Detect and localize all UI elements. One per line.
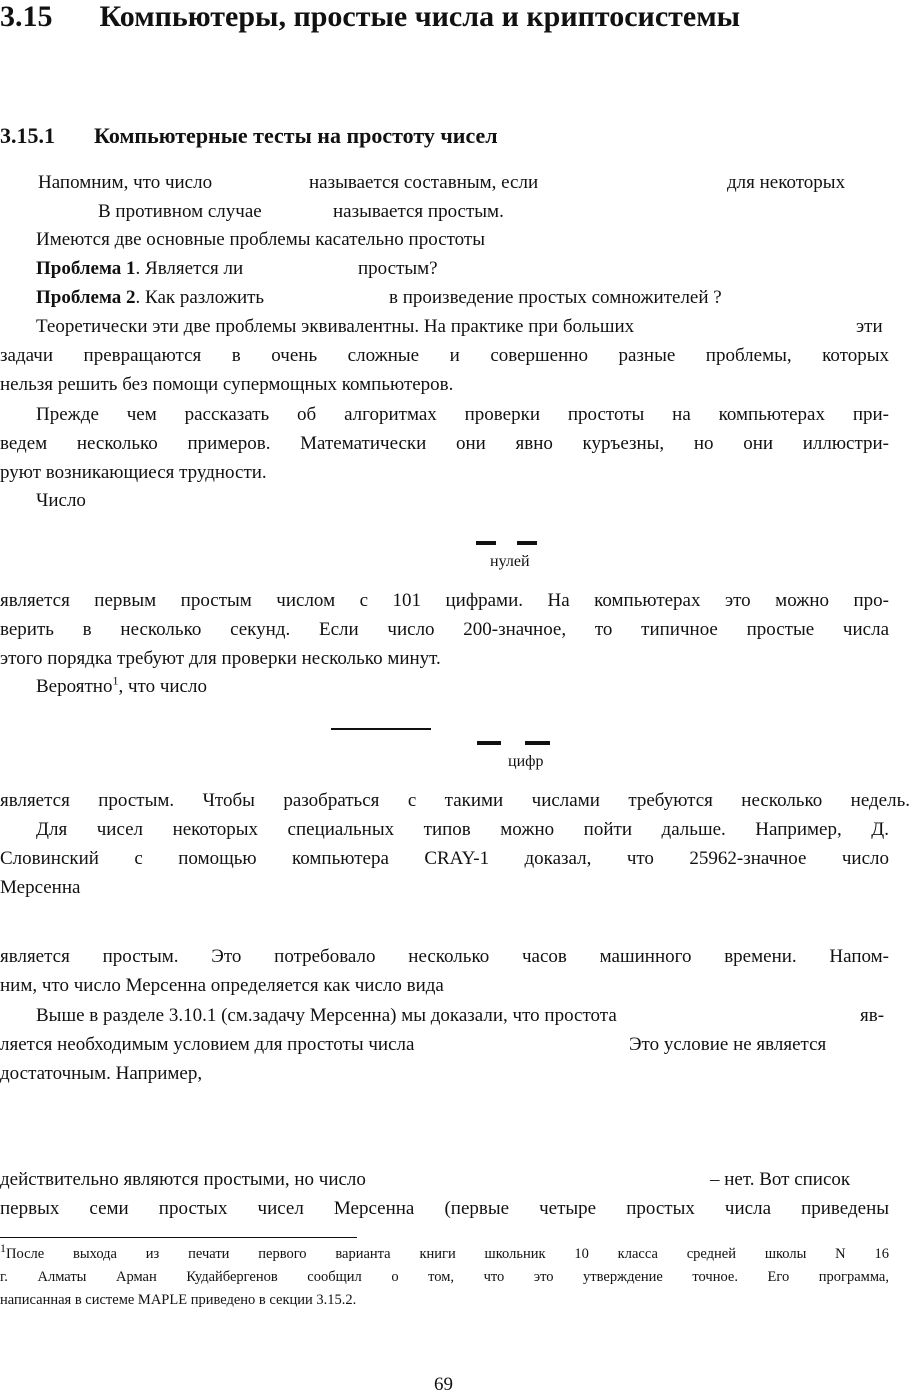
formula-overbrace-mark <box>517 541 537 545</box>
text-line: ведем несколько примеров. Математически они явно куръезны, но они иллюстри- <box>0 433 889 454</box>
text-line: . Как разложить <box>135 287 265 308</box>
page-number: 69 <box>434 1374 453 1395</box>
text-line: эти <box>856 316 883 337</box>
formula-overbrace-mark <box>476 541 496 545</box>
text-line: в произведение простых сомножителей ? <box>389 287 722 308</box>
formula-fraction-bar <box>331 728 431 730</box>
text-line: Прежде чем рассказать об алгоритмах проверки простоты на компьютерах при- <box>36 404 889 425</box>
text-line: для некоторых <box>727 172 846 193</box>
text-fragment: Вероятно <box>36 676 113 697</box>
footnote-line: г. Алматы Арман Кудайбергенов сообщил о том, что это утверждение точное. Его программа, <box>0 1269 889 1285</box>
text-line: нельзя решить без помощи супермощных компьютеров. <box>0 374 454 395</box>
subsection-heading <box>0 124 498 148</box>
text-line: ним, что число Мерсенна определяется как число вида <box>0 975 444 996</box>
text-line: Имеются две основные проблемы касательно простоты <box>36 229 485 250</box>
section-number: 3.15 <box>0 0 53 33</box>
problem-2 <box>36 287 264 309</box>
section-title: Компьютеры, простые числа и криптосистемы <box>99 0 741 33</box>
formula-label: нулей <box>490 553 530 570</box>
text-line: простым? <box>358 258 438 279</box>
text-line: Выше в разделе 3.10.1 (см.задачу Мерсенна) мы доказали, что простота <box>36 1005 617 1026</box>
text-line: этого порядка требуют для проверки несколько минут. <box>0 648 441 669</box>
footnote-line: написанная в системе MAPLE приведено в секции 3.15.2. <box>0 1292 357 1308</box>
problem-1-label: Проблема 1 <box>36 258 136 279</box>
text-line: является простым. Это потребовало несколько часов машинного времени. Напом- <box>0 946 889 967</box>
section-heading <box>0 2 740 32</box>
text-line: руют возникающиеся трудности. <box>0 462 267 483</box>
subsection-title: Компьютерные тесты на простоту чисел <box>94 123 498 148</box>
text-line: . Является ли <box>135 258 244 279</box>
footnote-ref: 1 <box>112 673 119 688</box>
text-line: первых семи простых чисел Мерсенна (первые четыре простых числа приведены <box>0 1198 889 1219</box>
text-line: называется составным, если <box>309 172 539 193</box>
problem-2-label: Проблема 2 <box>36 287 136 308</box>
text-line: действительно являются простыми, но число <box>0 1169 366 1190</box>
footnote-rule <box>0 1237 357 1238</box>
text-line: верить в несколько секунд. Если число 200-значное, то типичное простые числа <box>0 619 889 640</box>
text-line: Напомним, что число <box>38 172 213 193</box>
text-line: яв- <box>860 1005 885 1026</box>
text-line: Теоретически эти две проблемы эквивалентны. На практике при больших <box>36 316 635 337</box>
text-line: Это условие не является <box>629 1034 827 1055</box>
footnote-mark: 1 <box>0 1241 6 1256</box>
formula-overbrace-mark <box>525 741 550 745</box>
subsection-number: 3.15.1 <box>0 123 55 148</box>
text-line: В противном случае <box>98 201 262 222</box>
text-line: Мерсенна <box>0 877 81 898</box>
text-line: задачи превращаются в очень сложные и совершенно разные проблемы, которых <box>0 345 889 366</box>
text-line: называется простым. <box>333 201 504 222</box>
text-line: является простым. Чтобы разобраться с такими числами требуются несколько недель. <box>0 790 910 811</box>
formula-label: цифр <box>508 753 544 770</box>
text-line: является первым простым числом с 101 цифрами. На компьютерах это можно про- <box>0 590 889 611</box>
text-line: Для чисел некоторых специальных типов можно пойти дальше. Например, Д. <box>36 819 889 840</box>
problem-1 <box>36 258 243 280</box>
formula-overbrace-mark <box>477 741 501 745</box>
text-line: ляется необходимым условием для простоты числа <box>0 1034 415 1055</box>
text-line: Словинский с помощью компьютера CRAY-1 доказал, что 25962-значное число <box>0 848 889 869</box>
text-line <box>36 673 207 698</box>
text-line: достаточным. Например, <box>0 1063 203 1084</box>
text-fragment: , что число <box>118 676 207 697</box>
text-line: Число <box>36 490 86 511</box>
footnote-line: $^1$После выхода из печати первого варианта книги школьник 10 класса средней школы N 16 <box>0 1241 889 1262</box>
text-line: – нет. Вот список <box>710 1169 851 1190</box>
